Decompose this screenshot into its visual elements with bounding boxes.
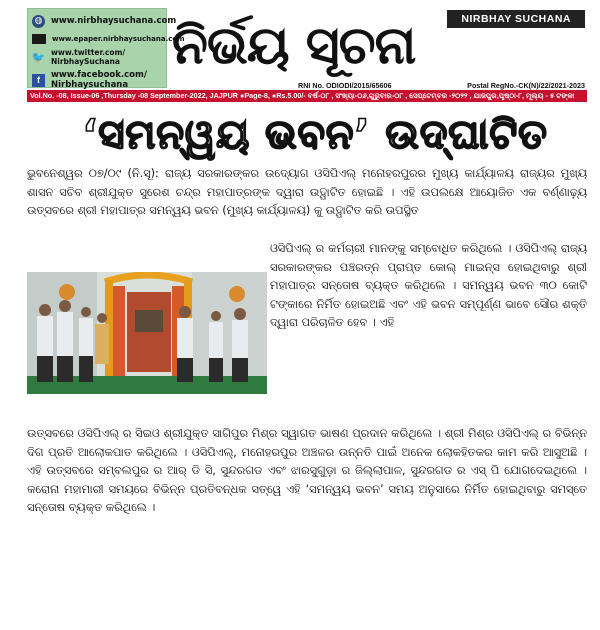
website-row (32, 12, 177, 30)
social-links-box (27, 8, 185, 90)
globe-icon: ◍ (32, 15, 45, 28)
rni-number: RNI No. ODIODI/2015/65606 (298, 81, 392, 90)
facebook-link[interactable] (51, 70, 147, 90)
brand-odia-logo: ନିର୍ଭୟ ସୂଚନା (172, 16, 416, 76)
twitter-link[interactable]: www.twitter.com/ NirbhaySuchana (51, 48, 126, 66)
mail-icon (32, 34, 46, 44)
twitter-row (32, 48, 162, 66)
facebook-link-line2: Nirbhaysuchana (51, 80, 129, 90)
brand-english: NIRBHAY SUCHANA (447, 10, 585, 28)
masthead (170, 10, 595, 88)
epaper-row (32, 30, 185, 48)
article-headline: ‘ସମନ୍ୱୟ ଭବନ’ ଉଦ୍‌ଘାଟିତ (82, 112, 548, 158)
website-link[interactable]: www.nirbhaysuchana.com (51, 16, 177, 26)
epaper-link[interactable]: www.epaper.nirbhaysuchana.com (52, 35, 185, 43)
twitter-icon: 🐦 (31, 50, 46, 64)
inauguration-photo-icon (27, 272, 267, 394)
postal-reg-number: Postal RegNo.-CK(N)/22/2021-2023 (467, 81, 585, 90)
article-paragraph-2: ଓସିପିଏଲ୍ ର କର୍ମଚାରୀ ମାନଙ୍କୁ ସମ୍ବୋଧିତ କରିଥିଲେ । ଓସିପିଏଲ୍ ରାଜ୍ୟ ସରକାରଙ୍କର ପଞ୍ଚରତ୍ନ ପ୍ରାପ୍ତ କୋଲ୍ ମାଇନ୍ସ ହୋଇଥିବାରୁ ଶ୍ରୀ ମହାପାତ୍ର ସନ୍ତୋଷ ବ୍ୟକ୍ତ କରିଥିଲେ । ସମନ୍ୱୟ ଭବନ ୩୦ କୋଟି ଟଙ୍କାରେ ନିର୍ମିତ ହୋଇଅଛି ଏବଂ ଏହି ଭବନ ସମ୍ପୂର୍ଣ୍ଣ ଭାବେ ସୌର ଶକ୍ତି ଦ୍ୱାରା ପରିଚାଳିତ ହେବ । ଏହି (270, 242, 587, 329)
issue-info-bar: Vol.No. -08, Issue-06 ,Thursday -08 September-2022, JAJPUR ●Page-8, ●Rs.5.00/- ବର୍ଷ-୦୮ , ସଂଖ୍ୟା-୦୬,ଗୁରୁବାର-୦୮ , ସେପ୍ଟେମ୍ବର -୨୦୨୨ , ଯାଜପୁର,ପୃଷ୍ଠା-୮, ମୂଲ୍ୟ - ୫ ଟଙ୍କା (27, 90, 587, 102)
facebook-icon: f (32, 74, 45, 87)
article-paragraph-3: ଉତ୍ସବରେ ଓସିପିଏଲ୍ ର ସିଇଓ ଶ୍ରୀଯୁକ୍ତ ସାଗିପୁର ମିଶ୍ର ସ୍ୱାଗତ ଭାଷଣ ପ୍ରଦାନ କରିଥିଲେ । ଶ୍ରୀ ମିଶ୍ର ଓସିପିଏଲ୍ ର ବିଭିନ୍ନ ଦିଗ ପ୍ରତି ଆଲୋକପାତ କରିଥିଲେ । ଓସିପିଏଲ୍, ମନୋହରପୁର ଅଞ୍ଚଳର ଉନ୍ନତି ପାଇଁ ଅନେକ ଲୋକହିତକର କାମ କରି ଆସୁଅଛି । ଏହି ଉତ୍ସବରେ ସମ୍ବଲପୁର ର ଆର୍ ଡି ସି, ସୁନ୍ଦରଗଡ ଏବଂ ଝାରସୁଗୁଡ଼ା ର ଜିଲ୍ଲାପାଳ, ସୁନ୍ଦରଗଡ ର ଏସ୍ ପି ଯୋଗଦେଇଥିଲେ । କରୋନା ମହାମାରୀ ସମୟରେ ବିଭିନ୍ନ ପ୍ରତିବନ୍ଧକ ସତ୍ୱେ ଏହି ‘ସମନ୍ୱୟ ଭବନ’ ସମୟ ଅନୁସାରେ ନିର୍ମିତ ହୋଇଥିବାରୁ ସମସ୍ତେ ସନ୍ତୋଷ ବ୍ୟକ୍ତ କରିଥିଲେ । (27, 427, 587, 514)
article-paragraph-1: ଭୁବନେଶ୍ୱର ୦୭/୦୯ (ନି.ସୂ): ରାଜ୍ୟ ସରକାରଙ୍କର ଉଦ୍ୟୋଗ ଓସିପିଏଲ୍ ମନୋହରପୁରର ମୁଖ୍ୟ କାର୍ଯ୍ୟାଳୟ ରାଜ୍ୟର ମୁଖ୍ୟ ଶାସନ ସଚିବ ଶ୍ରୀଯୁକ୍ତ ସୁରେଶ ଚନ୍ଦ୍ର ମହାପାତ୍ରଙ୍କ ଦ୍ୱାରା ଉଦ୍ଘାଟିତ ହୋଇଛି । ଏହି ଉପଲକ୍ଷେ ଆୟୋଜିତ ଏକ ବର୍ଣ୍ଣାଢ଼୍ୟ ଉତ୍ସବରେ ଶ୍ରୀ ମହାପାତ୍ର ସମନ୍ୱୟ ଭବନ (ମୁଖ୍ୟ କାର୍ଯ୍ୟାଳୟ) କୁ ଉଦ୍ଘାଟିତ କରି ଉପସ୍ଥିତ (27, 167, 587, 217)
facebook-link-line1: www.facebook.com/ (51, 70, 147, 80)
inauguration-photo (27, 272, 267, 394)
